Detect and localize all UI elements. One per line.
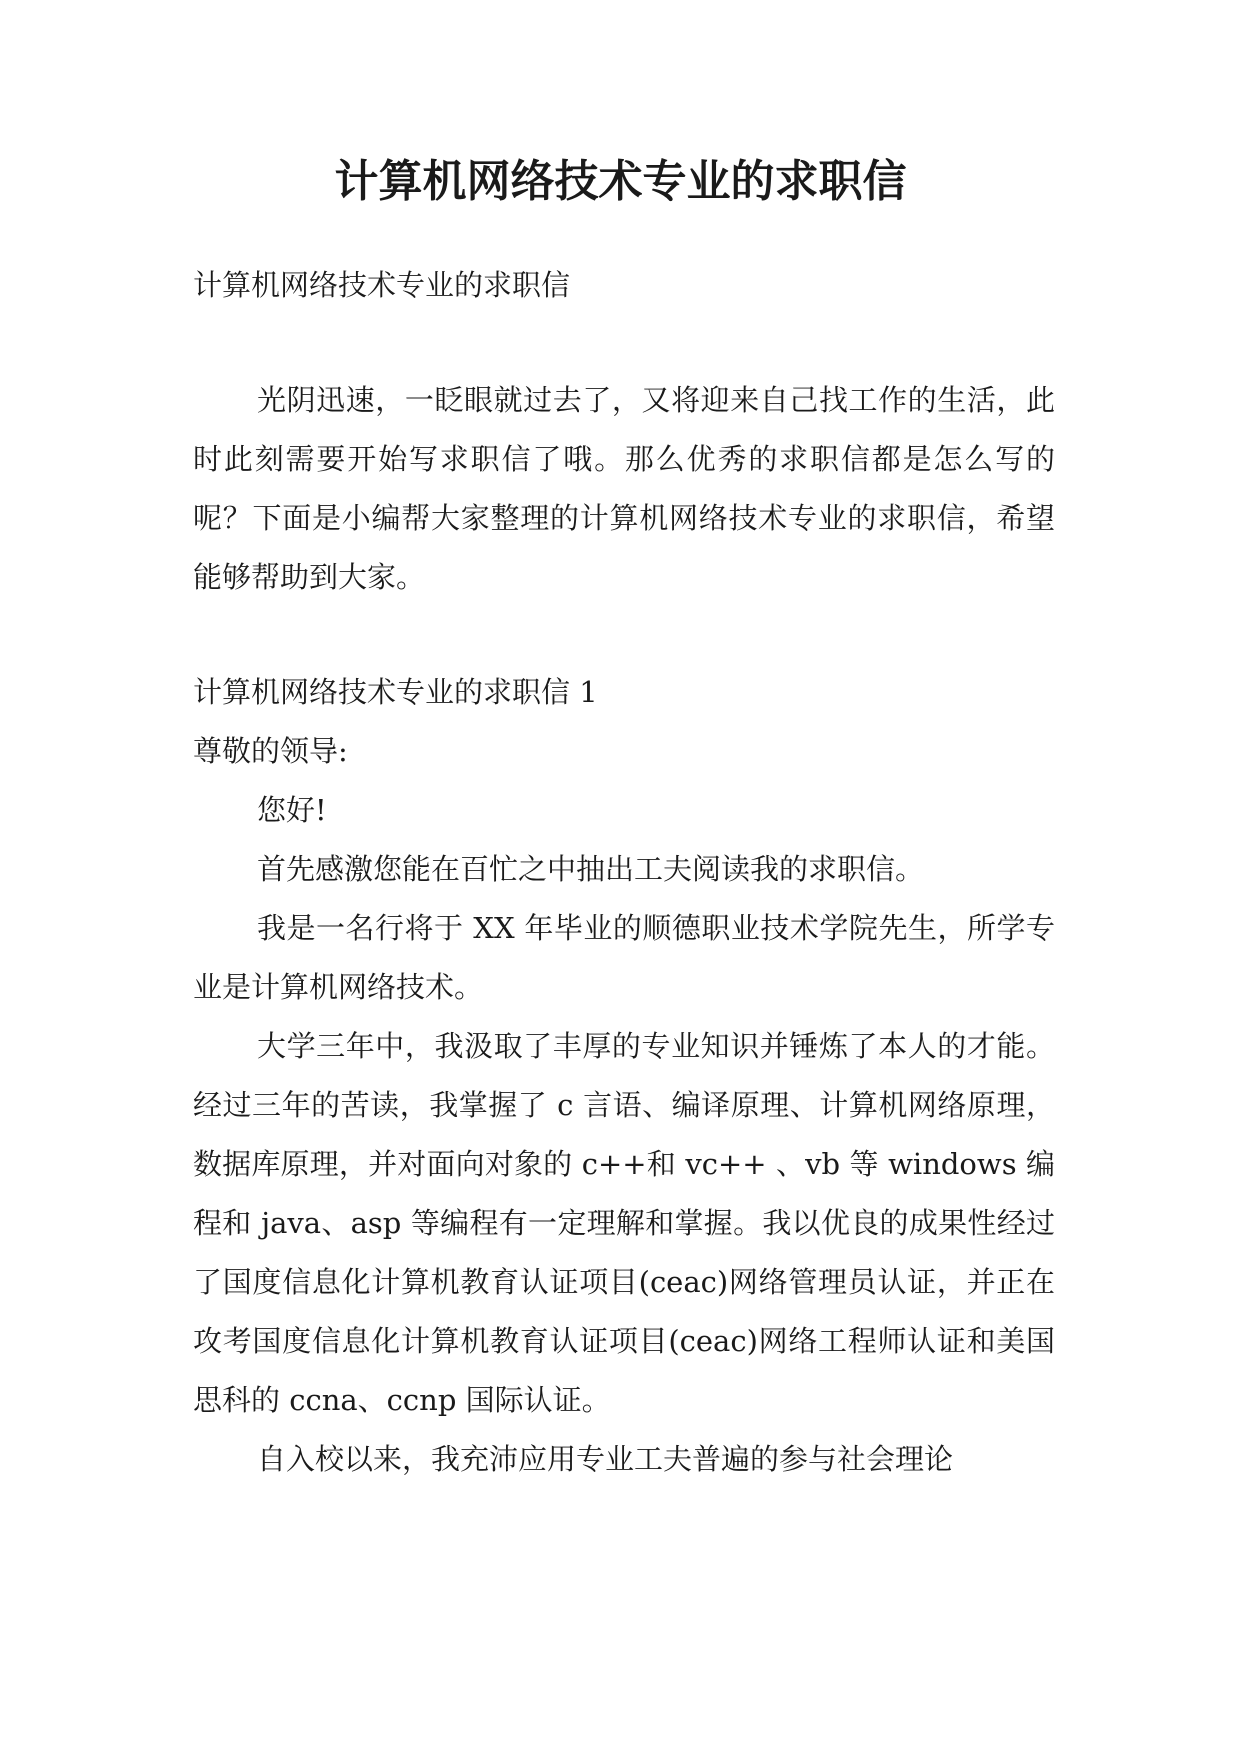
section-heading: 计算机网络技术专业的求职信 1 bbox=[193, 675, 598, 709]
spacer bbox=[193, 315, 1055, 371]
salutation: 尊敬的领导: bbox=[193, 734, 348, 768]
body-paragraph: 我是一名行将于 XX 年毕业的顺德职业技术学院先生，所学专业是计算机网络技术。 bbox=[193, 911, 1055, 1004]
document-subtitle: 计算机网络技术专业的求职信 bbox=[193, 268, 571, 302]
body-paragraph: 首先感激您能在百忙之中抽出工夫阅读我的求职信。 bbox=[257, 852, 925, 886]
greeting: 您好! bbox=[257, 793, 327, 827]
body-paragraph: 自入校以来，我充沛应用专业工夫普遍的参与社会理论 bbox=[257, 1442, 954, 1476]
spacer bbox=[193, 607, 1055, 663]
document-body bbox=[193, 256, 1055, 1489]
intro-paragraph: 光阴迅速，一眨眼就过去了，又将迎来自己找工作的生活，此时此刻需要开始写求职信了哦。那么优秀的求职信都是怎么写的呢？下面是小编帮大家整理的计算机网络技术专业的求职信，希望能够帮助到大家。 bbox=[193, 383, 1055, 594]
document-title: 计算机网络技术专业的求职信 bbox=[334, 156, 907, 207]
body-paragraph: 大学三年中，我汲取了丰厚的专业知识并锤炼了本人的才能。经过三年的苦读，我掌握了 c 言语、编译原理、计算机网络原理，数据库原理，并对面向对象的 c++和 vc++ 、vb 等 windows 编程和 java、asp 等编程有一定理解和掌握。我以优良的成果性经过了国度信息化计算机教育认证项目(ceac)网络管理员认证，并正在攻考国度信息化计算机教育认证项目(ceac)网络工程师认证和美国思科的 ccna、ccnp 国际认证。 bbox=[193, 1029, 1055, 1417]
